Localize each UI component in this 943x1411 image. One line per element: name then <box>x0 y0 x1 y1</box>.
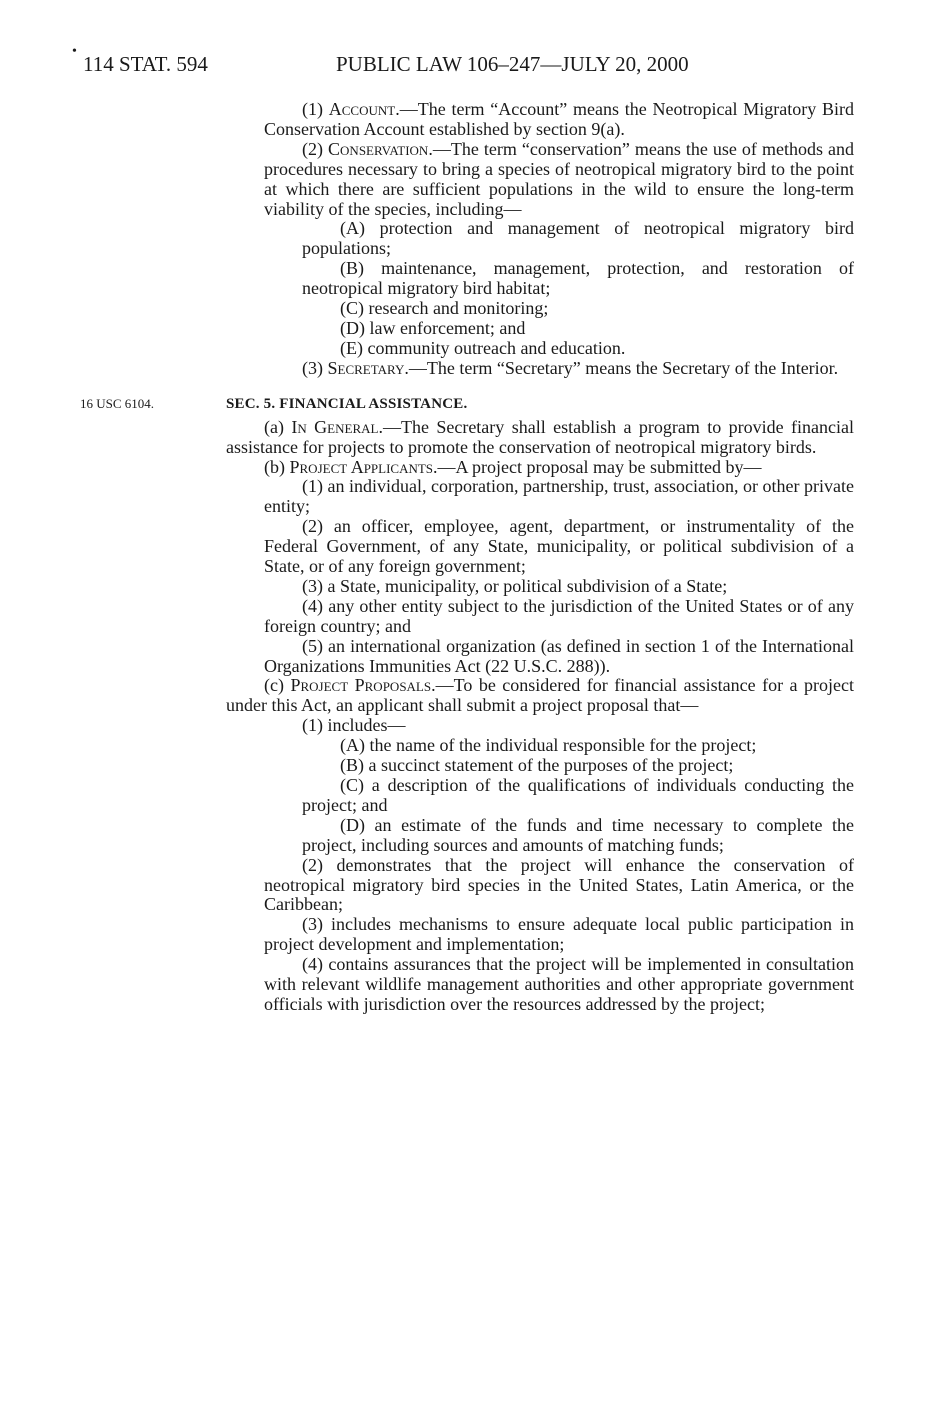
proposal-item-1: (1) includes— <box>302 715 406 736</box>
definition-secretary: (3) Secretary.—The term “Secretary” means the Secretary of the Interior. <box>302 357 839 378</box>
conservation-item-b: (B) maintenance, management, protection, and restoration of neotropical migratory bird habitat; <box>302 258 854 299</box>
statute-page-number: 114 STAT. 594 <box>83 52 208 76</box>
document-body <box>80 99 854 1015</box>
public-law-title: PUBLIC LAW 106–247—JULY 20, 2000 <box>336 52 689 76</box>
applicant-item-1: (1) an individual, corporation, partnership, trust, association, or other private entity; <box>264 476 854 517</box>
applicant-item-3: (3) a State, municipality, or political subdivision of a State; <box>302 575 728 596</box>
definition-account: (1) Account.—The term “Account” means the Neotropical Migratory Bird Conservation Account established by section 9(a). <box>264 99 854 139</box>
section-5-heading-row <box>80 393 854 413</box>
conservation-item-e: (E) community outreach and education. <box>340 337 626 358</box>
definition-conservation: (2) Conservation.—The term “conservation” means the use of methods and procedures necessary to bring a species of neotropical migratory bird to the point at which there are sufficient populations in the wild to ensure the long-term viability of the species, including— <box>264 138 854 219</box>
proposal-subitem-d: (D) an estimate of the funds and time necessary to complete the project, including sources and amounts of matching funds; <box>302 814 854 855</box>
proposal-item-4: (4) contains assurances that the project will be implemented in consultation with relevant wildlife management authorities and other appropriate government officials with jurisdiction over the resources addressed by the project; <box>264 954 854 1014</box>
subsection-b: (b) Project Applicants.—A project proposal may be submitted by— <box>264 456 762 477</box>
applicant-item-5: (5) an international organization (as defined in section 1 of the International Organizations Immunities Act (22 U.S.C. 288)). <box>264 635 854 676</box>
conservation-item-d: (D) law enforcement; and <box>340 317 526 338</box>
applicant-item-4: (4) any other entity subject to the jurisdiction of the United States or of any foreign country; and <box>264 595 854 636</box>
usc-margin-note: 16 USC 6104. <box>80 395 155 411</box>
margin-dot: • <box>72 44 77 59</box>
conservation-item-a: (A) protection and management of neotropical migratory bird populations; <box>302 218 854 259</box>
subsection-a: (a) In General.—The Secretary shall establish a program to provide financial assistance for projects to promote the conservation of neotropical migratory birds. <box>226 416 854 457</box>
proposal-subitem-b: (B) a succinct statement of the purposes of the project; <box>340 755 734 776</box>
proposal-item-3: (3) includes mechanisms to ensure adequate local public participation in project development and implementation; <box>264 914 854 955</box>
page-header <box>0 44 943 82</box>
applicant-item-2: (2) an officer, employee, agent, department, or instrumentality of the Federal Government, of any State, municipality, or political subdivision of a State, or of any foreign government; <box>264 516 854 577</box>
proposal-subitem-a: (A) the name of the individual responsible for the project; <box>340 735 757 756</box>
proposal-item-2: (2) demonstrates that the project will enhance the conservation of neotropical migratory bird species in the United States, Latin America, or the Caribbean; <box>264 854 854 915</box>
subsection-c: (c) Project Proposals.—To be considered for financial assistance for a project under this Act, an applicant shall submit a project proposal that— <box>226 675 854 716</box>
proposal-subitem-c: (C) a description of the qualifications of individuals conducting the project; and <box>302 775 854 815</box>
conservation-item-c: (C) research and monitoring; <box>340 298 549 319</box>
section-heading: SEC. 5. FINANCIAL ASSISTANCE. <box>226 395 468 412</box>
